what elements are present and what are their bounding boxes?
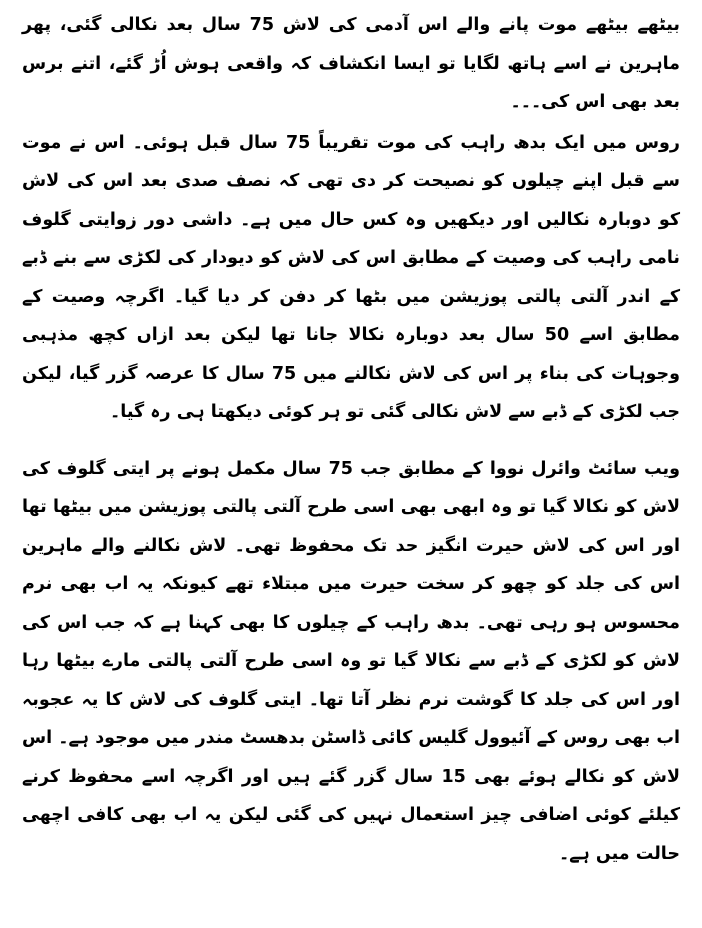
article-body	[22, 6, 680, 873]
article-paragraph: روس میں ایک بدھ راہب کی موت تقریباً 75 سال قبل ہوئی۔ اس نے موت سے قبل اپنے چیلوں کو نصیحت کر دی تھی کہ نصف صدی بعد اس کی لاش کو دوبارہ نکالیں اور دیکھیں وہ کس حال میں ہے۔ داشی دور زوایتی گلوف نامی راہب کی وصیت کے مطابق اس کی لاش کو دیودار کی لکڑی سے بنے ڈبے کے اندر آلتی پالتی پوزیشن میں بٹھا کر دفن کر دیا گیا۔ اگرچہ وصیت کے مطابق اسے 50 سال بعد دوبارہ نکالا جانا تھا لیکن بعد ازاں کچھ مذہبی وجوہات کی بناء پر اس کی لاش نکالنے میں 75 سال کا عرصہ گزر گیا، لیکن جب لکڑی کے ڈبے سے لاش نکالی گئی تو ہر کوئی دیکھتا ہی رہ گیا۔	[22, 132, 680, 422]
article-headline-paragraph: بیٹھے بیٹھے موت پانے والے اس آدمی کی لاش 75 سال بعد نکالی گئی، پھر ماہرین نے اسے ہاتھ لگایا تو ایسا انکشاف کہ واقعی ہوش اُڑ گئے، اتنے برس بعد بھی اس کی۔۔۔	[22, 15, 681, 112]
article-paragraph: ویب سائٹ وائرل نووا کے مطابق جب 75 سال مکمل ہونے پر ایتی گلوف کی لاش کو نکالا گیا تو وہ ابھی بھی اسی طرح آلتی پالتی پوزیشن میں بیٹھا تھا اور اس کی لاش حیرت انگیز حد تک محفوظ تھی۔ لاش نکالنے والے ماہرین اس کی جلد کو چھو کر سخت حیرت میں مبتلاء تھے کیونکہ یہ اب بھی نرم محسوس ہو رہی تھی۔ بدھ راہب کے چیلوں کا بھی کہنا ہے کہ جب اس کی لاش کو لکڑی کے ڈبے سے نکالا گیا تو وہ اسی طرح آلتی پالتی مارے بیٹھا رہا اور اس کی جلد کا گوشت نرم نظر آتا تھا۔ ایتی گلوف کی لاش کا یہ عجوبہ اب بھی روس کے آئیوول گلیس کائی ڈاسٹن بدھسٹ مندر میں موجود ہے۔ اس لاش کو نکالے ہوئے بھی 15 سال گزر گئے ہیں اور اگرچہ اسے محفوظ کرنے کیلئے کوئی اضافی چیز استعمال نہیں کی گئی لیکن یہ اب بھی کافی اچھی حالت میں ہے۔	[22, 458, 680, 864]
